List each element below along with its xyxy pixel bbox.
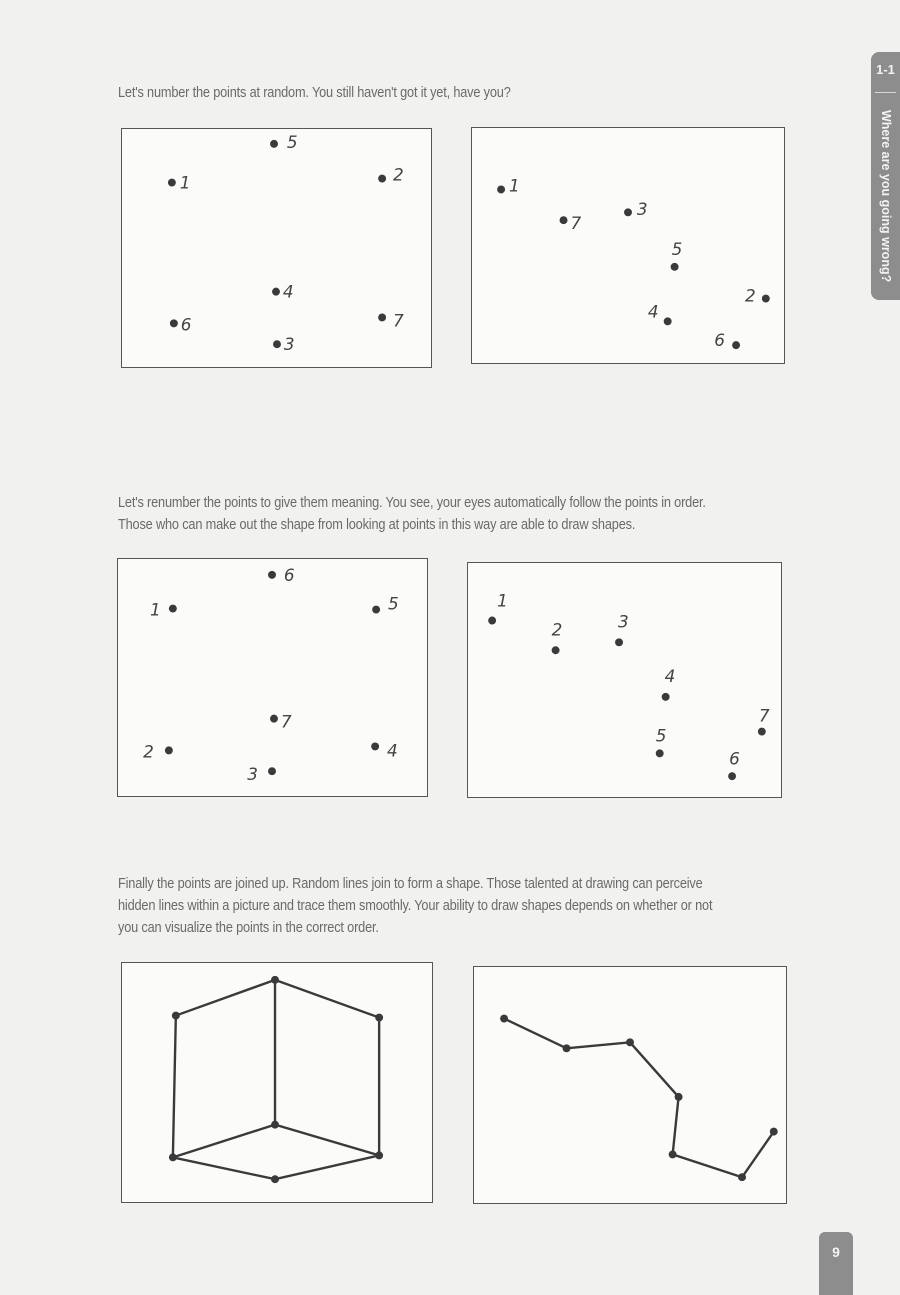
point-label: 2 — [551, 619, 563, 640]
path-diagram — [474, 967, 786, 1203]
chapter-tab-divider — [875, 92, 896, 93]
point — [271, 976, 279, 984]
point — [375, 1151, 383, 1159]
figure-path — [473, 966, 787, 1204]
figure-random-box — [121, 128, 432, 368]
point-label: 1 — [497, 590, 508, 611]
figure-ordered-path — [467, 562, 782, 798]
page-number: 9 — [819, 1232, 853, 1295]
point-label: 1 — [509, 175, 520, 196]
point — [270, 140, 278, 148]
figure-cube — [121, 962, 433, 1203]
point-label: 7 — [280, 711, 292, 732]
point-label: 2 — [745, 285, 756, 306]
point — [272, 288, 280, 296]
point-label: 7 — [570, 213, 582, 234]
point — [372, 606, 380, 614]
point — [552, 646, 560, 654]
point-label: 6 — [283, 564, 295, 585]
cube-diagram — [122, 963, 432, 1202]
point-label: 1 — [150, 599, 161, 620]
point — [378, 313, 386, 321]
point — [732, 341, 740, 349]
ordered-box-diagram — [118, 559, 427, 796]
point-label: 6 — [714, 330, 725, 351]
point — [500, 1015, 508, 1023]
point — [497, 186, 505, 194]
point — [268, 767, 276, 775]
point-label: 3 — [636, 199, 648, 220]
point-label: 2 — [143, 741, 154, 762]
point — [168, 179, 176, 187]
point — [169, 1153, 177, 1161]
point — [656, 749, 664, 757]
point — [728, 772, 736, 780]
cube-edge — [173, 1125, 275, 1158]
point — [669, 1150, 677, 1158]
point — [271, 1121, 279, 1129]
point-label: 7 — [758, 705, 770, 726]
point — [165, 746, 173, 754]
point — [271, 1175, 279, 1183]
figure-ordered-box — [117, 558, 428, 797]
point-label: 7 — [393, 310, 404, 331]
point — [378, 175, 386, 183]
chapter-tab — [871, 52, 900, 300]
figure-random-path — [471, 127, 785, 364]
ordered-path-diagram — [468, 563, 781, 797]
point-label: 6 — [180, 314, 192, 335]
point-label: 4 — [387, 740, 398, 761]
point-label: 5 — [671, 238, 683, 259]
chapter-title: Where are you going wrong? — [879, 110, 893, 283]
point-label: 3 — [283, 334, 295, 355]
point — [270, 715, 278, 723]
point — [762, 295, 770, 303]
point — [268, 571, 276, 579]
chapter-number: 1-1 — [876, 62, 895, 77]
paragraph-meaningful-numbering: Let's renumber the points to give them meaning. You see, your eyes automatically follow the points in order. Those who can make out the shape from looking at points in this way are able to draw shapes. — [118, 495, 706, 533]
point-label: 5 — [286, 131, 298, 152]
point — [169, 605, 177, 613]
point-label: 3 — [618, 611, 629, 632]
point-label: 6 — [729, 748, 740, 769]
point — [624, 208, 632, 216]
point — [758, 728, 766, 736]
point — [738, 1173, 746, 1181]
point — [273, 340, 281, 348]
point-label: 5 — [388, 593, 399, 614]
point — [615, 638, 623, 646]
point — [563, 1044, 571, 1052]
point — [671, 263, 679, 271]
point — [770, 1128, 778, 1136]
point-label: 4 — [664, 665, 676, 686]
path-line — [504, 1019, 774, 1178]
point — [662, 693, 670, 701]
point-label: 5 — [655, 725, 667, 746]
random-path-diagram — [472, 128, 784, 363]
point — [488, 617, 496, 625]
cube-edge — [275, 1125, 379, 1156]
point-label: 3 — [247, 764, 258, 785]
point — [172, 1012, 180, 1020]
paragraph-random-numbering: Let's number the points at random. You still haven't got it yet, have you? — [118, 85, 511, 101]
point-label: 1 — [179, 172, 191, 193]
point — [626, 1038, 634, 1046]
point — [375, 1014, 383, 1022]
random-box-diagram — [122, 129, 431, 367]
point-label: 4 — [647, 301, 659, 322]
point — [664, 317, 672, 325]
point — [560, 216, 568, 224]
point — [371, 742, 379, 750]
point-label: 4 — [282, 281, 294, 302]
point-label: 2 — [393, 164, 404, 185]
point — [170, 319, 178, 327]
point — [675, 1093, 683, 1101]
paragraph-joined-points: Finally the points are joined up. Random lines join to form a shape. Those talented at drawing can perceive hidden lines within a picture and trace them smoothly. Your ability to draw shapes depends on whether or not you can visualize the points in the correct order. — [118, 876, 713, 936]
